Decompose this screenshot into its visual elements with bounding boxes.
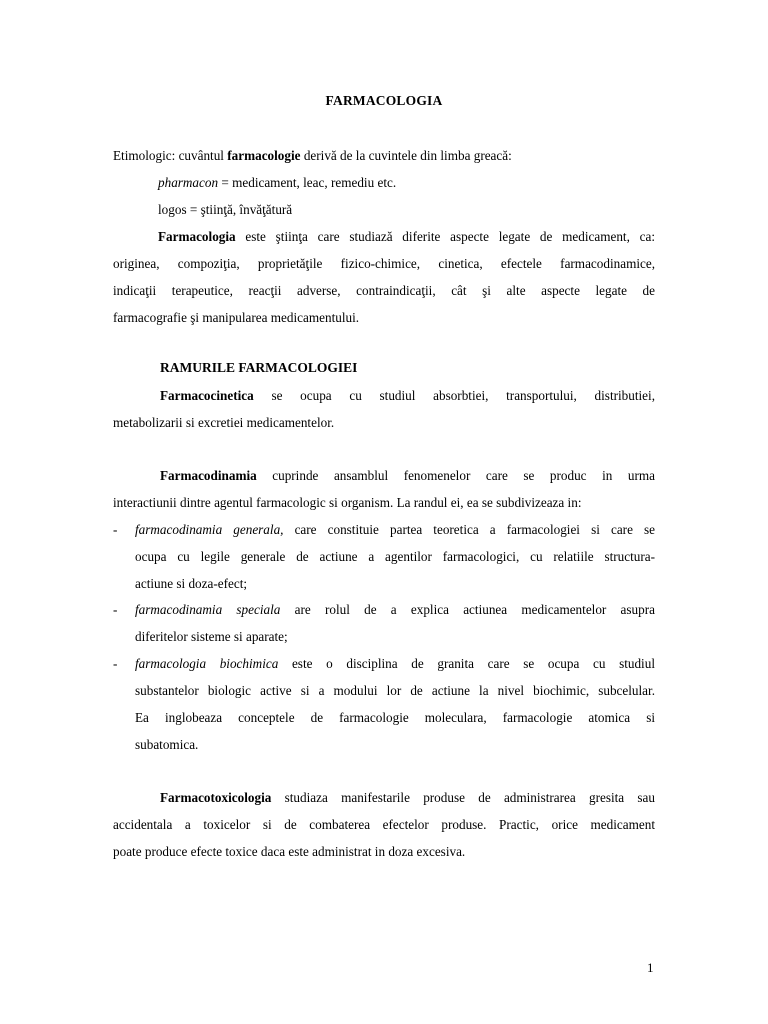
- list-item-2-line-2: diferitelor sisteme si aparate;: [135, 629, 288, 644]
- list-item-3-line-1-rest: este o disciplina de granita care se ocupa cu studiul: [278, 656, 655, 671]
- definition-line-1-rest: este ştiinţa care studiază diferite aspecte legate de medicament, ca:: [235, 229, 655, 244]
- definition-term: Farmacologia: [158, 229, 236, 244]
- list-item-1-line-3: actiune si doza-efect;: [135, 576, 248, 591]
- farmacocinetica-line-2: metabolizarii si excretiei medicamentelor.: [113, 415, 335, 430]
- farmacocinetica-term: Farmacocinetica: [160, 388, 254, 403]
- list-item-3-line-3: Ea inglobeaza conceptele de farmacologie moleculara, farmacologie atomica si: [135, 710, 655, 725]
- farmacotoxicologia-line-1: [160, 789, 655, 807]
- pharmacon-word: pharmacon: [158, 175, 219, 190]
- list-item-3-term: farmacologia biochimica: [135, 656, 279, 671]
- farmacocinetica-line-1-rest: se ocupa cu studiul absorbtiei, transportului, distributiei,: [253, 388, 655, 403]
- definition-line-3: indicaţii terapeutice, reacţii adverse, contraindicaţii, cât şi alte aspecte legate de: [113, 283, 655, 298]
- list-item-3-line-1: [135, 655, 655, 673]
- list-item-1-line-2: ocupa cu legile generale de actiune a agentilor farmacologici, cu relatiile structura-: [135, 549, 655, 564]
- list-item-2-line-1-rest: are rolul de a explica actiunea medicamentelor asupra: [280, 602, 655, 617]
- logos-line: logos = ştiinţă, învăţătură: [158, 202, 293, 217]
- page-title: FARMACOLOGIA: [325, 93, 443, 108]
- pharmacon-line: [158, 174, 396, 192]
- section-heading: RAMURILE FARMACOLOGIEI: [160, 360, 358, 375]
- farmacodinamia-line-1: [160, 467, 655, 485]
- pharmacon-definition: = medicament, leac, remediu etc.: [218, 175, 397, 190]
- page-number: 1: [647, 960, 654, 975]
- farmacotoxicologia-term: Farmacotoxicologia: [160, 790, 272, 805]
- etymology-line: [113, 147, 512, 165]
- etymology-suffix: derivă de la cuvintele din limba greacă:: [300, 148, 512, 163]
- list-dash: -: [113, 522, 118, 537]
- farmacodinamia-term: Farmacodinamia: [160, 468, 257, 483]
- list-item-1-term: farmacodinamia generala,: [135, 522, 284, 537]
- list-item-2-line-1: [135, 601, 655, 619]
- list-item-1-line-1-rest: care constituie partea teoretica a farmacologiei si care se: [283, 522, 656, 537]
- list-item-3-line-4: subatomica.: [135, 737, 199, 752]
- list-dash: -: [113, 602, 118, 617]
- list-dash: -: [113, 656, 118, 671]
- list-item-3-line-2: substantelor biologic active si a modului lor de actiune la nivel biochimic, subcelular.: [135, 683, 655, 698]
- definition-line-1: [158, 228, 655, 246]
- etymology-prefix: Etimologic: cuvântul: [113, 148, 228, 163]
- farmacotoxicologia-line-1-rest: studiaza manifestarile produse de administrarea gresita sau: [271, 790, 655, 805]
- list-item-1-line-1: [135, 521, 655, 539]
- list-item-2-term: farmacodinamia speciala: [135, 602, 281, 617]
- definition-line-4: farmacografie şi manipularea medicamentului.: [113, 310, 360, 325]
- farmacodinamia-line-1-rest: cuprinde ansamblul fenomenelor care se produc in urma: [256, 468, 655, 483]
- farmacotoxicologia-line-2: accidentala a toxicelor si de combaterea efectelor produse. Practic, orice medicament: [113, 817, 655, 832]
- farmacocinetica-line-1: [160, 387, 655, 405]
- definition-line-2: originea, compoziţia, proprietăţile fizico-chimice, cinetica, efectele farmacodinamice,: [113, 256, 655, 271]
- etymology-term: farmacologie: [227, 148, 301, 163]
- farmacodinamia-line-2: interactiunii dintre agentul farmacologic si organism. La randul ei, ea se subdivizeaza in:: [113, 495, 582, 510]
- farmacotoxicologia-line-3: poate produce efecte toxice daca este administrat in doza excesiva.: [113, 844, 466, 859]
